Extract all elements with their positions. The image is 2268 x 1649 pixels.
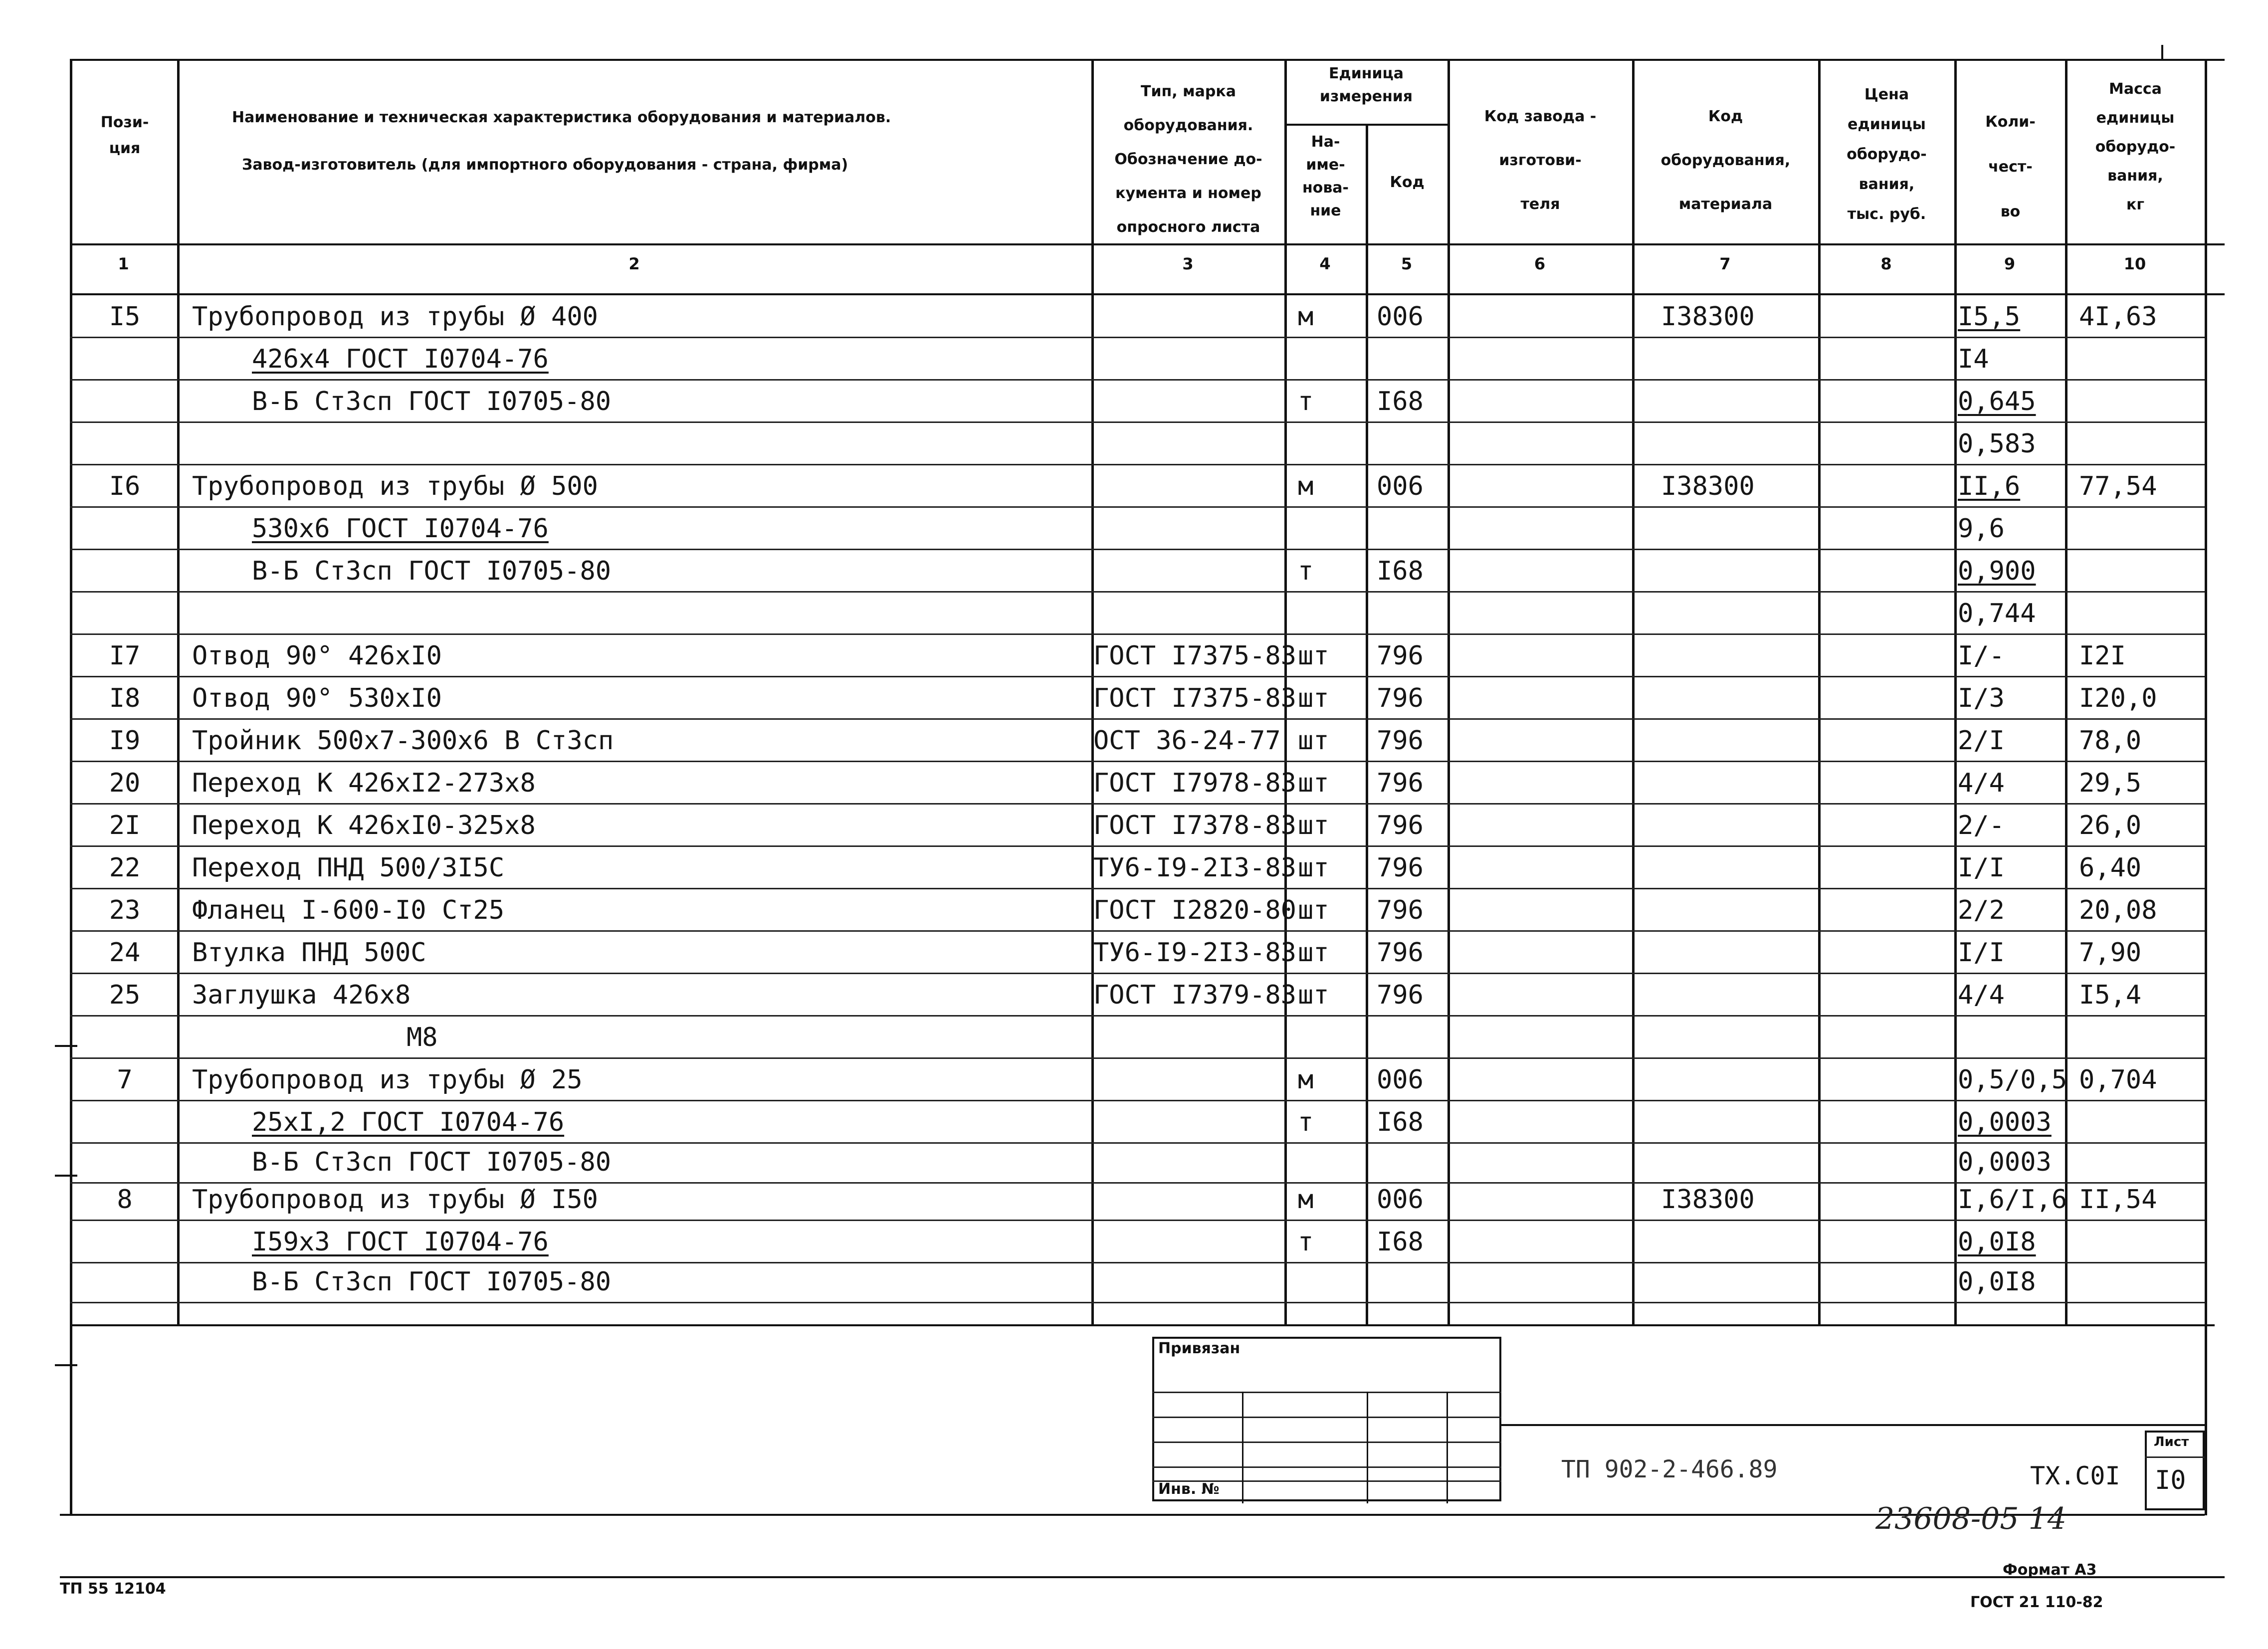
- row-17-unit-code: 796: [1377, 980, 1424, 1010]
- row-separator: [70, 1057, 2205, 1059]
- privyazan-box: [1152, 1337, 1501, 1501]
- row-separator: [70, 761, 2205, 762]
- row-9-document: ГОСТ I7375-83: [1093, 641, 1296, 671]
- row-9-position: I7: [109, 641, 141, 671]
- header-unit-group: Единица измерения: [1319, 65, 1413, 105]
- row-10-name: Отвод 90° 530xI0: [192, 683, 442, 713]
- row-17-unit-name: шт: [1298, 980, 1329, 1010]
- row-separator: [70, 1100, 2205, 1101]
- row-15-unit-code: 796: [1377, 895, 1424, 925]
- row-separator: [70, 676, 2205, 677]
- row-19-unit-code: 006: [1377, 1065, 1424, 1095]
- row-1-quantity: I5,5: [1958, 302, 2021, 332]
- row-14-unit-name: шт: [1298, 853, 1329, 883]
- header-quantity: Коли- чест- во: [1985, 113, 2036, 220]
- row-15-unit-name: шт: [1298, 895, 1329, 925]
- col-number-4: 4: [1319, 254, 1331, 273]
- row-11-position: I9: [109, 726, 141, 756]
- header-unit-name: На- име- нова- ние: [1302, 133, 1349, 219]
- row-14-document: ТУ6-I9-2I3-83: [1093, 853, 1296, 883]
- row-3-unit-code: I68: [1377, 387, 1424, 416]
- row-22-unit-name: м: [1298, 1185, 1314, 1215]
- col-number-2: 2: [628, 254, 640, 273]
- row-17-position: 25: [109, 980, 141, 1010]
- row-separator: [70, 633, 2205, 635]
- row-5-mass: 77,54: [2079, 471, 2157, 501]
- row-14-mass: 6,40: [2079, 853, 2142, 883]
- title-block-top: [1501, 1424, 2205, 1426]
- header-price: Цена единицы оборудо- вания, тыс. руб.: [1847, 86, 1927, 223]
- sheet-code: ТХ.С0I: [2030, 1461, 2120, 1490]
- margin-tick-1: [55, 1045, 77, 1047]
- row-separator: [70, 930, 2205, 932]
- row-16-document: ТУ6-I9-2I3-83: [1093, 938, 1296, 968]
- frame-top: [70, 59, 2225, 61]
- row-separator: [70, 973, 2205, 974]
- row-12-mass: 29,5: [2079, 768, 2142, 798]
- row-5-unit-name: м: [1298, 471, 1314, 501]
- row-6-name: 530x6 ГОСТ I0704-76: [252, 514, 549, 544]
- row-13-mass: 26,0: [2079, 811, 2142, 840]
- row-16-unit-code: 796: [1377, 938, 1424, 968]
- row-14-quantity: I/I: [1958, 853, 2005, 883]
- row-5-name: Трубопровод из трубы Ø 500: [192, 471, 598, 501]
- header-mass: Масса единицы оборудо- вания, кг: [2095, 80, 2176, 213]
- row-3-quantity: 0,645: [1958, 387, 2036, 416]
- row-9-unit-name: шт: [1298, 641, 1329, 671]
- row-19-position: 7: [117, 1065, 133, 1095]
- header-name-line1: Наименование и техническая характеристика оборудования и материалов.: [232, 109, 891, 126]
- inv-no-label: Инв. №: [1158, 1480, 1220, 1498]
- col-line-7: [1818, 59, 1821, 1324]
- row-16-quantity: I/I: [1958, 938, 2005, 968]
- row-separator: [70, 549, 2205, 550]
- row-13-unit-name: шт: [1298, 811, 1329, 840]
- row-separator: [70, 1015, 2205, 1017]
- row-23-name: I59x3 ГОСТ I0704-76: [252, 1227, 549, 1257]
- footer-left-code: ТП 55 12104: [60, 1580, 166, 1598]
- row-12-quantity: 4/4: [1958, 768, 2005, 798]
- row-14-unit-code: 796: [1377, 853, 1424, 883]
- row-13-document: ГОСТ I7378-83: [1093, 811, 1296, 840]
- row-24-name: В-Б Ст3сп ГОСТ I0705-80: [252, 1267, 612, 1297]
- row-separator: [70, 464, 2205, 465]
- row-16-unit-name: шт: [1298, 938, 1329, 968]
- row-11-quantity: 2/I: [1958, 726, 2005, 756]
- col-number-5: 5: [1401, 254, 1413, 273]
- row-separator: [70, 1302, 2205, 1303]
- privyazan-label: Привязан: [1158, 1340, 1240, 1357]
- row-1-name: Трубопровод из трубы Ø 400: [192, 302, 598, 332]
- row-separator: [70, 718, 2205, 720]
- row-1-unit-name: м: [1298, 302, 1314, 332]
- row-5-unit-code: 006: [1377, 471, 1424, 501]
- row-19-name: Трубопровод из трубы Ø 25: [192, 1065, 583, 1095]
- row-13-unit-code: 796: [1377, 811, 1424, 840]
- sheet-box-divider: [2145, 1456, 2205, 1458]
- stamp-line-3: [1152, 1442, 1501, 1443]
- row-15-quantity: 2/2: [1958, 895, 2005, 925]
- row-23-unit-name: т: [1298, 1227, 1314, 1257]
- row-9-quantity: I/-: [1958, 641, 2005, 671]
- row-separator: [70, 421, 2205, 423]
- row-16-mass: 7,90: [2079, 938, 2142, 968]
- row-7-unit-name: т: [1298, 556, 1314, 586]
- col-number-9: 9: [2004, 254, 2016, 273]
- row-23-quantity: 0,0I8: [1958, 1227, 2036, 1257]
- row-15-document: ГОСТ I2820-80: [1093, 895, 1296, 925]
- col-number-10: 10: [2123, 254, 2146, 273]
- row-22-material-code: I38300: [1661, 1185, 1755, 1215]
- row-8-quantity: 0,744: [1958, 599, 2036, 628]
- row-11-mass: 78,0: [2079, 726, 2142, 756]
- row-1-mass: 4I,63: [2079, 302, 2157, 332]
- sheet-label: Лист: [2154, 1435, 2189, 1449]
- project-code: ТП 902-2-466.89: [1561, 1455, 1778, 1483]
- col-number-7: 7: [1719, 254, 1731, 273]
- col-line-9: [2065, 59, 2067, 1324]
- row-separator: [70, 337, 2205, 338]
- stamp-line-2: [1152, 1417, 1501, 1418]
- row-13-quantity: 2/-: [1958, 811, 2005, 840]
- row-14-name: Переход ПНД 500/3I5С: [192, 853, 505, 883]
- row-12-unit-name: шт: [1298, 768, 1329, 798]
- row-10-unit-name: шт: [1298, 683, 1329, 713]
- row-12-document: ГОСТ I7978-83: [1093, 768, 1296, 798]
- row-5-position: I6: [109, 471, 141, 501]
- row-22-unit-code: 006: [1377, 1185, 1424, 1215]
- col-line-6: [1632, 59, 1635, 1324]
- row-11-unit-code: 796: [1377, 726, 1424, 756]
- header-material-code: Код оборудования, материала: [1660, 108, 1791, 213]
- col-line-1: [177, 59, 180, 1324]
- col-line-5: [1447, 59, 1450, 1324]
- top-right-tick: [2161, 45, 2163, 60]
- header-name-line2: Завод-изготовитель (для импортного оборудования - страна, фирма): [242, 156, 848, 174]
- row-3-unit-name: т: [1298, 387, 1314, 416]
- col-number-6: 6: [1534, 254, 1546, 273]
- handwritten-number: 23608-05 14: [1875, 1501, 2066, 1536]
- frame-right: [2205, 59, 2207, 1515]
- row-10-unit-code: 796: [1377, 683, 1424, 713]
- row-20-unit-code: I68: [1377, 1107, 1424, 1137]
- row-separator: [70, 591, 2205, 593]
- row-separator: [70, 803, 2205, 805]
- row-10-document: ГОСТ I7375-83: [1093, 683, 1296, 713]
- row-5-quantity: II,6: [1958, 471, 2021, 501]
- row-9-name: Отвод 90° 426xI0: [192, 641, 442, 671]
- row-separator: [70, 379, 2205, 381]
- row-13-name: Переход К 426xI0-325x8: [192, 811, 536, 840]
- row-17-quantity: 4/4: [1958, 980, 2005, 1010]
- row-2-quantity: I4: [1958, 344, 1989, 374]
- row-19-unit-name: м: [1298, 1065, 1314, 1095]
- row-16-position: 24: [109, 938, 141, 968]
- row-7-quantity: 0,900: [1958, 556, 2036, 586]
- row-7-unit-code: I68: [1377, 556, 1424, 586]
- row-17-document: ГОСТ I7379-83: [1093, 980, 1296, 1010]
- row-19-mass: 0,704: [2079, 1065, 2157, 1095]
- numbers-bottom: [70, 293, 2225, 295]
- row-separator: [70, 1220, 2205, 1221]
- row-10-quantity: I/3: [1958, 683, 2005, 713]
- col-line-8: [1954, 59, 1957, 1324]
- header-unit-code: Код: [1390, 174, 1425, 191]
- row-23-unit-code: I68: [1377, 1227, 1424, 1257]
- body-bottom: [70, 1324, 2215, 1326]
- row-12-position: 20: [109, 768, 141, 798]
- row-12-name: Переход К 426xI2-273x8: [192, 768, 536, 798]
- footer-gost: ГОСТ 21 110-82: [1970, 1594, 2103, 1611]
- row-14-position: 22: [109, 853, 141, 883]
- stamp-line-4: [1152, 1466, 1501, 1468]
- row-11-document: ОСТ 36-24-77: [1093, 726, 1281, 756]
- row-1-material-code: I38300: [1661, 302, 1755, 332]
- footer-format: Формат А3: [2003, 1561, 2097, 1579]
- row-18-name: М8: [407, 1023, 438, 1052]
- row-22-quantity: I,6/I,6: [1958, 1185, 2067, 1215]
- row-10-mass: I20,0: [2079, 683, 2157, 713]
- unit-group-divider: [1284, 124, 1447, 126]
- row-4-quantity: 0,583: [1958, 429, 2036, 459]
- row-12-unit-code: 796: [1377, 768, 1424, 798]
- row-separator: [70, 888, 2205, 889]
- row-22-name: Трубопровод из трубы Ø I50: [192, 1185, 598, 1215]
- header-position: Пози- ция: [100, 114, 149, 157]
- row-22-position: 8: [117, 1185, 133, 1215]
- row-13-position: 2I: [109, 811, 141, 840]
- row-20-unit-name: т: [1298, 1107, 1314, 1137]
- row-17-name: Заглушка 426x8: [192, 980, 411, 1010]
- row-separator: [70, 845, 2205, 847]
- stamp-vline-3: [1446, 1392, 1448, 1503]
- row-15-name: Фланец I-600-I0 Ст25: [192, 895, 505, 925]
- stamp-vline-2: [1367, 1392, 1368, 1503]
- row-6-quantity: 9,6: [1958, 514, 2005, 544]
- row-2-name: 426x4 ГОСТ I0704-76: [252, 344, 549, 374]
- margin-tick-3: [55, 1364, 77, 1366]
- stamp-line-1: [1152, 1392, 1501, 1393]
- col-number-1: 1: [118, 254, 129, 273]
- row-20-quantity: 0,0003: [1958, 1107, 2052, 1137]
- row-24-quantity: 0,0I8: [1958, 1267, 2036, 1297]
- col-number-8: 8: [1880, 254, 1892, 273]
- row-9-mass: I2I: [2079, 641, 2126, 671]
- row-19-quantity: 0,5/0,5: [1958, 1065, 2067, 1095]
- col-number-3: 3: [1182, 254, 1194, 273]
- row-separator: [70, 506, 2205, 508]
- row-16-name: Втулка ПНД 500С: [192, 938, 426, 968]
- row-22-mass: II,54: [2079, 1185, 2157, 1215]
- stamp-vline-1: [1242, 1392, 1243, 1503]
- margin-tick-2: [55, 1175, 77, 1177]
- row-1-unit-code: 006: [1377, 302, 1424, 332]
- col-line-4: [1366, 124, 1368, 1324]
- row-10-position: I8: [109, 683, 141, 713]
- row-3-name: В-Б Ст3сп ГОСТ I0705-80: [252, 387, 612, 416]
- header-type: Тип, марка оборудования. Обозначение до- кумента и номер опросного листа: [1114, 83, 1262, 236]
- footer-rule: [60, 1576, 2225, 1578]
- row-15-mass: 20,08: [2079, 895, 2157, 925]
- row-20-name: 25xI,2 ГОСТ I0704-76: [252, 1107, 565, 1137]
- row-15-position: 23: [109, 895, 141, 925]
- row-21-quantity: 0,0003: [1958, 1147, 2052, 1177]
- row-5-material-code: I38300: [1661, 471, 1755, 501]
- sheet-number: I0: [2155, 1465, 2186, 1495]
- row-9-unit-code: 796: [1377, 641, 1424, 671]
- row-11-unit-name: шт: [1298, 726, 1329, 756]
- row-7-name: В-Б Ст3сп ГОСТ I0705-80: [252, 556, 612, 586]
- row-1-position: I5: [109, 302, 141, 332]
- row-17-mass: I5,4: [2079, 980, 2142, 1010]
- row-21-name: В-Б Ст3сп ГОСТ I0705-80: [252, 1147, 612, 1177]
- row-11-name: Тройник 500x7-300x6 В Ст3сп: [192, 726, 614, 756]
- header-factory-code: Код завода - изготови- теля: [1484, 108, 1597, 213]
